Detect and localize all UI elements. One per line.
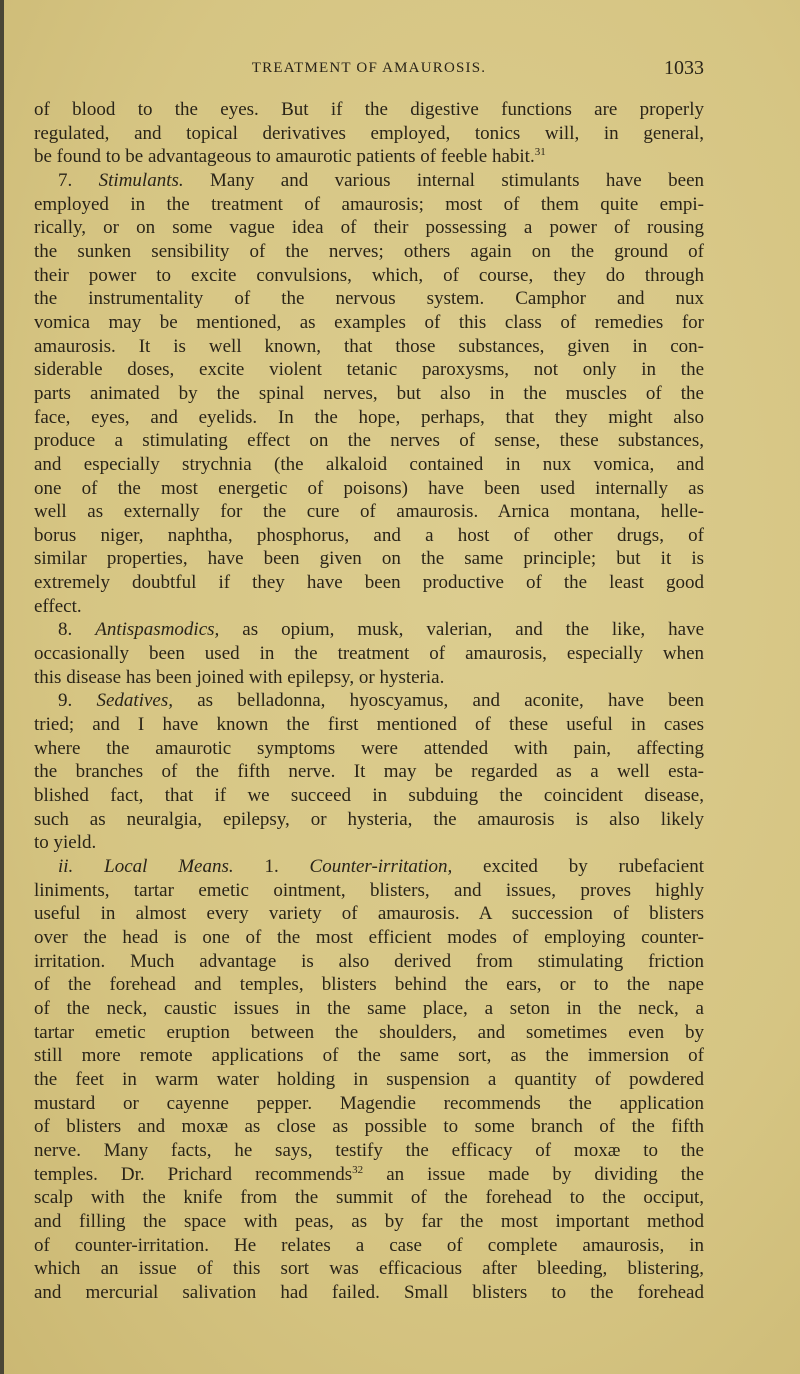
- text-run: where the amaurotic symptoms were attended with pain, affecting: [34, 737, 704, 759]
- text-line: [34, 1139, 704, 1163]
- text-run: similar properties, have been given on the same principle; but it is: [34, 548, 704, 570]
- text-run: well as externally for the cure of amaurosis. Arnica montana, helle-: [34, 501, 704, 523]
- text-line: [34, 950, 704, 974]
- text-run: face, eyes, and eyelids. In the hope, perhaps, that they might also: [34, 406, 704, 428]
- text-run: tried; and I have known the first mentioned of these useful in cases: [34, 714, 704, 736]
- text-run: siderable doses, excite violent tetanic paroxysms, not only in the: [34, 359, 704, 381]
- text-line: [34, 666, 704, 690]
- text-run: produce a stimulating effect on the nerves of sense, these substances,: [34, 430, 704, 452]
- text-run: the branches of the fifth nerve. It may be regarded as a well esta-: [34, 761, 704, 783]
- text-run: the feet in warm water holding in suspension a quantity of powdered: [34, 1068, 704, 1090]
- text-line: [34, 500, 704, 524]
- text-line: [34, 1163, 704, 1187]
- running-title: TREATMENT OF AMAUROSIS.: [251, 60, 487, 76]
- text-run: borus niger, naphtha, phosphorus, and a host of other drugs, of: [34, 524, 704, 546]
- text-line: [34, 1281, 704, 1305]
- text-run: an issue made by dividing the: [363, 1163, 704, 1185]
- text-line: [34, 713, 704, 737]
- text-run: effect.: [34, 595, 82, 617]
- text-line: [34, 98, 704, 122]
- text-run: of the forehead and temples, blisters behind the ears, or to the nape: [34, 974, 704, 996]
- body-text: [34, 98, 704, 1304]
- text-run: the sunken sensibility of the nerves; others again on the ground of: [34, 240, 704, 262]
- text-line: [34, 879, 704, 903]
- text-run: one of the most energetic of poisons) have been used internally as: [34, 477, 704, 499]
- text-line: [34, 240, 704, 264]
- text-line: [34, 145, 704, 169]
- text-run: as opium, musk, valerian, and the like, have: [219, 619, 704, 641]
- footnote-ref: 31: [534, 146, 546, 159]
- text-line: [34, 1021, 704, 1045]
- text-run: useful in almost every variety of amaurosis. A succession of blisters: [34, 903, 704, 925]
- italic-heading: Counter-irritation,: [309, 856, 453, 877]
- text-run: of blisters and moxæ as close as possible to some branch of the fifth: [34, 1116, 704, 1138]
- text-run: vomica may be mentioned, as examples of this class of remedies for: [34, 311, 704, 333]
- text-run: amaurosis. It is well known, that those substances, given in con-: [34, 335, 704, 357]
- text-run: irritation. Much advantage is also derived from stimulating friction: [34, 950, 704, 972]
- text-run: and filling the space with peas, as by far the most important method: [34, 1210, 704, 1232]
- text-run: Many and various internal stimulants have been: [183, 169, 705, 191]
- text-line: [34, 1186, 704, 1210]
- text-line: [34, 382, 704, 406]
- text-run: over the head is one of the most efficient modes of employing counter-: [34, 926, 704, 948]
- text-line: [34, 1068, 704, 1092]
- italic-heading: ii. Local Means.: [58, 856, 234, 877]
- text-line: [34, 808, 704, 832]
- text-line: [34, 831, 704, 855]
- text-run: be found to be advantageous to amaurotic patients of feeble habit.: [34, 146, 535, 168]
- text-line: [34, 287, 704, 311]
- text-line: [34, 1115, 704, 1139]
- text-line: [34, 618, 704, 642]
- text-run: and especially strychnia (the alkaloid contained in nux vomica, and: [34, 453, 704, 475]
- text-line: [34, 784, 704, 808]
- text-line: [34, 689, 704, 713]
- text-run: nerve. Many facts, he says, testify the efficacy of moxæ to the: [34, 1139, 704, 1161]
- text-line: [34, 1044, 704, 1068]
- text-run: as belladonna, hyoscyamus, and aconite, have been: [173, 690, 705, 712]
- text-run: regulated, and topical derivatives employed, tonics will, in general,: [34, 122, 704, 144]
- text-line: [34, 1210, 704, 1234]
- text-run: occasionally been used in the treatment of amaurosis, especially when: [34, 643, 704, 665]
- text-line: [34, 1092, 704, 1116]
- running-header: [34, 57, 704, 84]
- text-run: employed in the treatment of amaurosis; most of them quite empi-: [34, 193, 704, 215]
- text-run: the instrumentality of the nervous system. Camphor and nux: [34, 288, 704, 310]
- text-line: [34, 311, 704, 335]
- text-run: blished fact, that if we succeed in subduing the coincident disease,: [34, 785, 704, 807]
- text-run: mustard or cayenne pepper. Magendie recommends the application: [34, 1092, 704, 1114]
- text-line: [34, 453, 704, 477]
- text-line: [34, 926, 704, 950]
- text-line: [34, 973, 704, 997]
- text-run: such as neuralgia, epilepsy, or hysteria, the amaurosis is also likely: [34, 808, 704, 830]
- text-line: [34, 216, 704, 240]
- text-run: still more remote applications of the same sort, as the immersion of: [34, 1045, 704, 1067]
- text-line: [34, 760, 704, 784]
- text-line: [34, 571, 704, 595]
- text-line: [34, 855, 704, 879]
- text-run: and mercurial salivation had failed. Small blisters to the forehead: [34, 1281, 704, 1303]
- text-run: 1.: [233, 856, 310, 877]
- text-run: 7.: [58, 169, 99, 191]
- text-line: [34, 429, 704, 453]
- text-run: 8.: [58, 619, 96, 641]
- italic-heading: Antispasmodics,: [95, 619, 220, 641]
- text-run: to yield.: [34, 832, 97, 854]
- text-line: [34, 358, 704, 382]
- text-run: their power to excite convulsions, which, of course, they do through: [34, 264, 704, 286]
- text-run: scalp with the knife from the summit of the forehead to the occiput,: [34, 1187, 704, 1209]
- text-run: extremely doubtful if they have been productive of the least good: [34, 572, 704, 594]
- text-run: rically, or on some vague idea of their possessing a power of rousing: [34, 217, 704, 239]
- text-run: of blood to the eyes. But if the digestive functions are properly: [34, 99, 704, 120]
- text-line: [34, 122, 704, 146]
- text-line: [34, 997, 704, 1021]
- footnote-ref: 32: [352, 1163, 364, 1176]
- text-line: [34, 595, 704, 619]
- text-run: which an issue of this sort was efficacious after bleeding, blistering,: [34, 1258, 704, 1280]
- text-run: 9.: [58, 690, 97, 712]
- page-number: 1033: [664, 57, 704, 79]
- text-run: excited by rubefacient: [452, 856, 704, 877]
- text-run: this disease has been joined with epilepsy, or hysteria.: [34, 666, 445, 688]
- text-line: [34, 524, 704, 548]
- text-line: [34, 902, 704, 926]
- italic-heading: Stimulants.: [98, 169, 184, 191]
- text-run: parts animated by the spinal nerves, but also in the muscles of the: [34, 382, 704, 404]
- text-run: tartar emetic eruption between the shoulders, and sometimes even by: [34, 1021, 704, 1043]
- page-edge: [0, 0, 4, 1374]
- italic-heading: Sedatives,: [96, 690, 173, 712]
- text-line: [34, 335, 704, 359]
- text-line: [34, 193, 704, 217]
- text-line: [34, 1234, 704, 1258]
- text-run: of the neck, caustic issues in the same place, a seton in the neck, a: [34, 997, 704, 1019]
- text-line: [34, 169, 704, 193]
- text-line: [34, 1257, 704, 1281]
- text-line: [34, 406, 704, 430]
- text-line: [34, 642, 704, 666]
- text-line: [34, 737, 704, 761]
- text-run: temples. Dr. Prichard recommends: [34, 1163, 353, 1185]
- text-run: of counter-irritation. He relates a case of complete amaurosis, in: [34, 1234, 704, 1256]
- text-run: liniments, tartar emetic ointment, blisters, and issues, proves highly: [34, 879, 704, 901]
- text-line: [34, 264, 704, 288]
- text-line: [34, 477, 704, 501]
- text-line: [34, 547, 704, 571]
